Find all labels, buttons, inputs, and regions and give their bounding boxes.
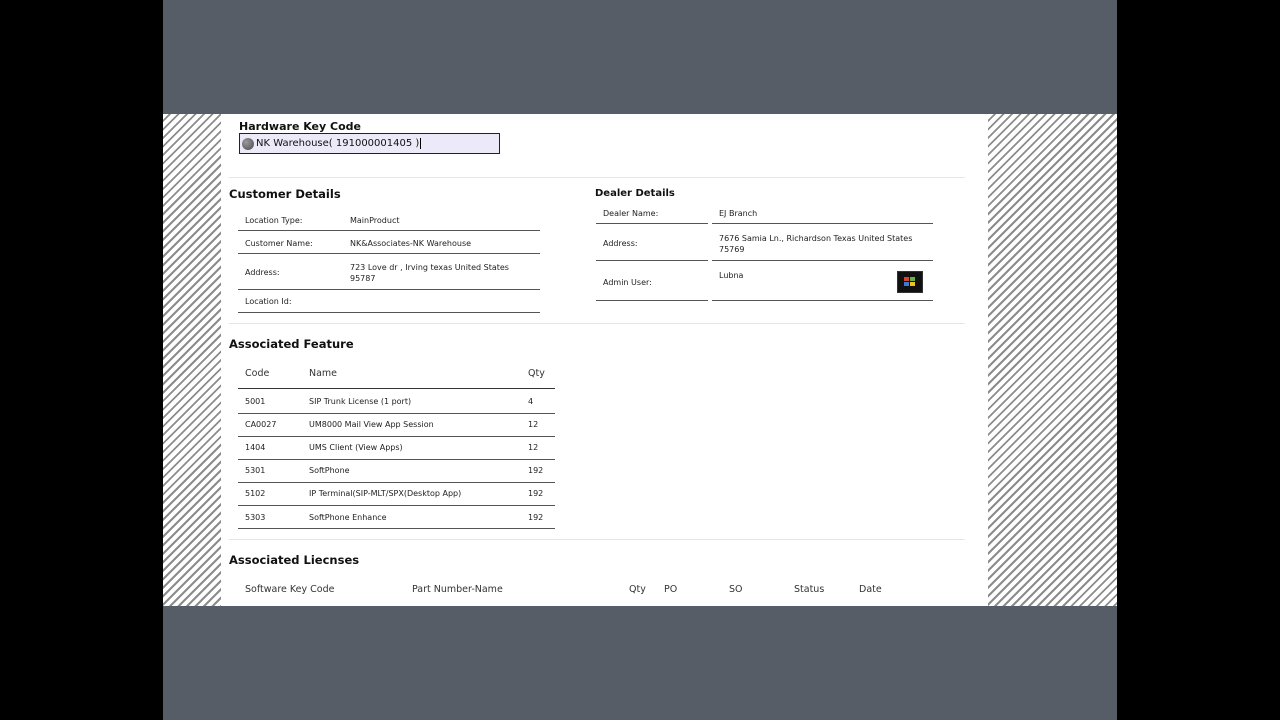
admin-user-value: Lubna [719, 271, 744, 280]
feature-name: UM8000 Mail View App Session [309, 420, 434, 429]
row-divider [596, 300, 708, 301]
row-divider [238, 312, 540, 313]
row-divider [596, 260, 708, 261]
header-divider [238, 388, 555, 389]
feature-name: SoftPhone [309, 466, 350, 475]
bottom-frame [163, 606, 1117, 720]
row-divider [712, 223, 933, 224]
hardware-key-label: Hardware Key Code [239, 120, 361, 133]
column-header-code: Code [245, 368, 270, 379]
feature-qty: 12 [528, 420, 539, 429]
globe-icon [242, 138, 254, 150]
column-header-software-key-code: Software Key Code [245, 584, 335, 595]
right-hatched-margin [988, 114, 1117, 606]
feature-qty: 4 [528, 397, 534, 406]
admin-user-app-icon[interactable] [897, 271, 923, 293]
associated-feature-title: Associated Feature [229, 337, 354, 351]
associated-licenses-title: Associated Liecnses [229, 553, 360, 567]
row-divider [238, 459, 555, 460]
column-header-qty: Qty [629, 584, 646, 595]
customer-details-title: Customer Details [229, 187, 341, 201]
customer-address-value: 723 Love dr , Irving texas United States 95787 [350, 263, 509, 283]
feature-code: 5102 [245, 489, 266, 498]
customer-name-value: NK&Associates-NK Warehouse [350, 239, 472, 248]
feature-name: UMS Client (View Apps) [309, 443, 403, 452]
dealer-address-value: 7676 Samia Ln., Richardson Texas United States 75769 [719, 234, 913, 254]
row-divider [238, 230, 540, 231]
feature-code: 5303 [245, 513, 266, 522]
customer-address-label: Address: [245, 268, 280, 277]
dealer-details-title: Dealer Details [595, 188, 675, 199]
column-header-so: SO [729, 584, 743, 595]
left-hatched-margin [163, 114, 221, 606]
feature-code: 5301 [245, 466, 266, 475]
location-id-label: Location Id: [245, 297, 292, 306]
feature-name: SoftPhone Enhance [309, 513, 387, 522]
license-detail-page [221, 114, 988, 606]
feature-qty: 192 [528, 466, 544, 475]
row-divider [238, 528, 555, 529]
row-divider [596, 223, 708, 224]
hardware-key-value: NK Warehouse( 191000001405 ) [256, 138, 420, 149]
admin-user-label: Admin User: [603, 278, 652, 287]
row-divider [238, 505, 555, 506]
row-divider [238, 482, 555, 483]
location-type-value: MainProduct [350, 216, 400, 225]
dealer-address-label: Address: [603, 239, 638, 248]
column-header-po: PO [664, 584, 678, 595]
top-frame [163, 0, 1117, 114]
column-header-qty: Qty [528, 368, 545, 379]
dealer-name-label: Dealer Name: [603, 209, 659, 218]
divider [229, 539, 965, 540]
row-divider [238, 413, 555, 414]
feature-code: CA0027 [245, 420, 277, 429]
text-cursor [420, 138, 421, 149]
feature-qty: 12 [528, 443, 539, 452]
column-header-status: Status [794, 584, 825, 595]
feature-qty: 192 [528, 489, 544, 498]
feature-name: IP Terminal(SIP-MLT/SPX(Desktop App) [309, 489, 462, 498]
row-divider [712, 300, 933, 301]
location-type-label: Location Type: [245, 216, 303, 225]
customer-name-label: Customer Name: [245, 239, 313, 248]
divider [229, 323, 965, 324]
feature-name: SIP Trunk License (1 port) [309, 397, 412, 406]
row-divider [238, 436, 555, 437]
divider [229, 177, 965, 178]
dealer-name-value: EJ Branch [719, 209, 758, 218]
feature-code: 5001 [245, 397, 266, 406]
column-header-name: Name [309, 368, 338, 379]
feature-qty: 192 [528, 513, 544, 522]
column-header-date: Date [859, 584, 882, 595]
row-divider [238, 289, 540, 290]
column-header-part-number-name: Part Number-Name [412, 584, 503, 595]
feature-code: 1404 [245, 443, 266, 452]
row-divider [238, 253, 540, 254]
hardware-key-field[interactable] [239, 133, 500, 154]
row-divider [712, 260, 933, 261]
